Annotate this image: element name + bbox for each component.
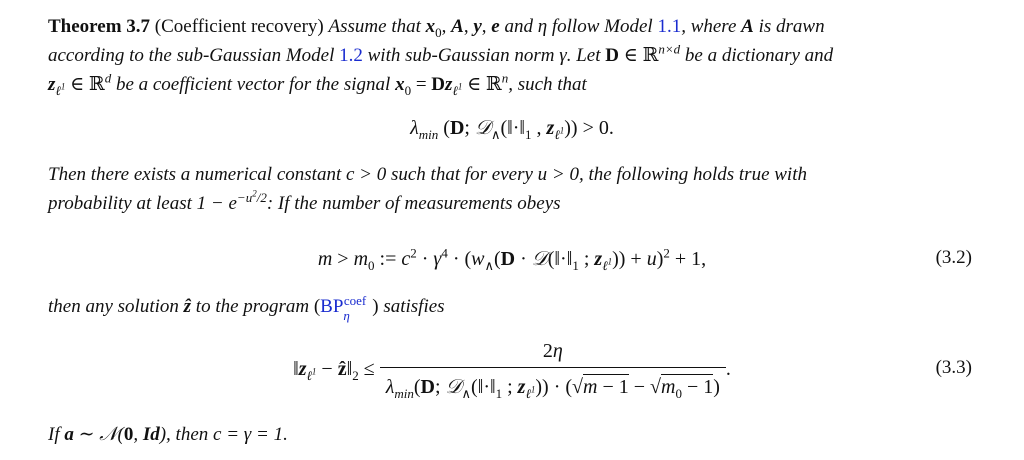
- theorem-line-3: $z_{\ell^1}$ ∈ ℝ$^d$ be a coefficient vector for the signal $x_0 = Dz_{\ell^1}$ ∈ ℝ$^n$, such that: [48, 70, 587, 98]
- program-ref-link[interactable]: $BP_\eta^{coef}$: [320, 292, 367, 323]
- fraction: $\frac{2\eta}{\lambda_{min}(D; 𝒟_\wedge(‖\cdot‖_1 ; z_{\ell^1})) \cdot (√m - 1 - √m_0 - 1)}$: [380, 340, 726, 399]
- theorem-label: Theorem 3.7: [48, 16, 151, 37]
- gaussian-note: If a ∼ 𝒩(0, Id), then c = γ = 1.: [48, 423, 288, 445]
- model-ref-link[interactable]: 1.2: [339, 45, 363, 66]
- solution-paragraph: then any solution ẑ to the program ($BP_\eta^{coef}$ ) satisfies: [48, 292, 445, 323]
- equation-number-3-3: (3.3): [935, 357, 972, 378]
- theorem-line-2: according to the sub-Gaussian Model 1.2 with sub-Gaussian norm γ. Let D ∈ ℝ$^{n\times d}$ be a dictionary and: [48, 41, 834, 66]
- constant-paragraph: Then there exists a numerical constant c > 0 such that for every u > 0, the following holds true with probability at least $1 - e^{-u^2/2}$: If the number of measurements obeys: [48, 164, 807, 214]
- equation-3-3: $‖z_{\ell^1}$ − $ẑ‖_2$ ≤ $\frac{2\eta}{\lambda_{min}(D; 𝒟_\wedge(‖\cdot‖_1 ; z_{\ell^1})) \cdot (√m - 1 - √m_0 - 1)}$ .: [293, 340, 731, 401]
- theorem-title: (Coefficient recovery): [154, 16, 324, 37]
- lambda-min-condition: $\lambda_{min}$ (D; $𝒟_\wedge(‖\cdot‖_1$ , $z_{\ell^1})) > 0$.: [410, 115, 614, 142]
- theorem-line-1: Theorem 3.7 (Coefficient recovery) Assume that $x_0$, A, y, e and η follow Model 1.1, where A is drawn: [48, 16, 825, 40]
- equation-number-3-2: (3.2): [935, 247, 972, 268]
- theorem-statement: [48, 12, 978, 99]
- model-ref-link[interactable]: 1.1: [657, 16, 682, 37]
- equation-3-2: $m > m_0$ := $c^2 \cdot \gamma^4 \cdot (w_\wedge(D$ · $𝒟(‖\cdot‖_1$ ; $z_{\ell^1})) + u)^2 + 1$,: [317, 245, 707, 273]
